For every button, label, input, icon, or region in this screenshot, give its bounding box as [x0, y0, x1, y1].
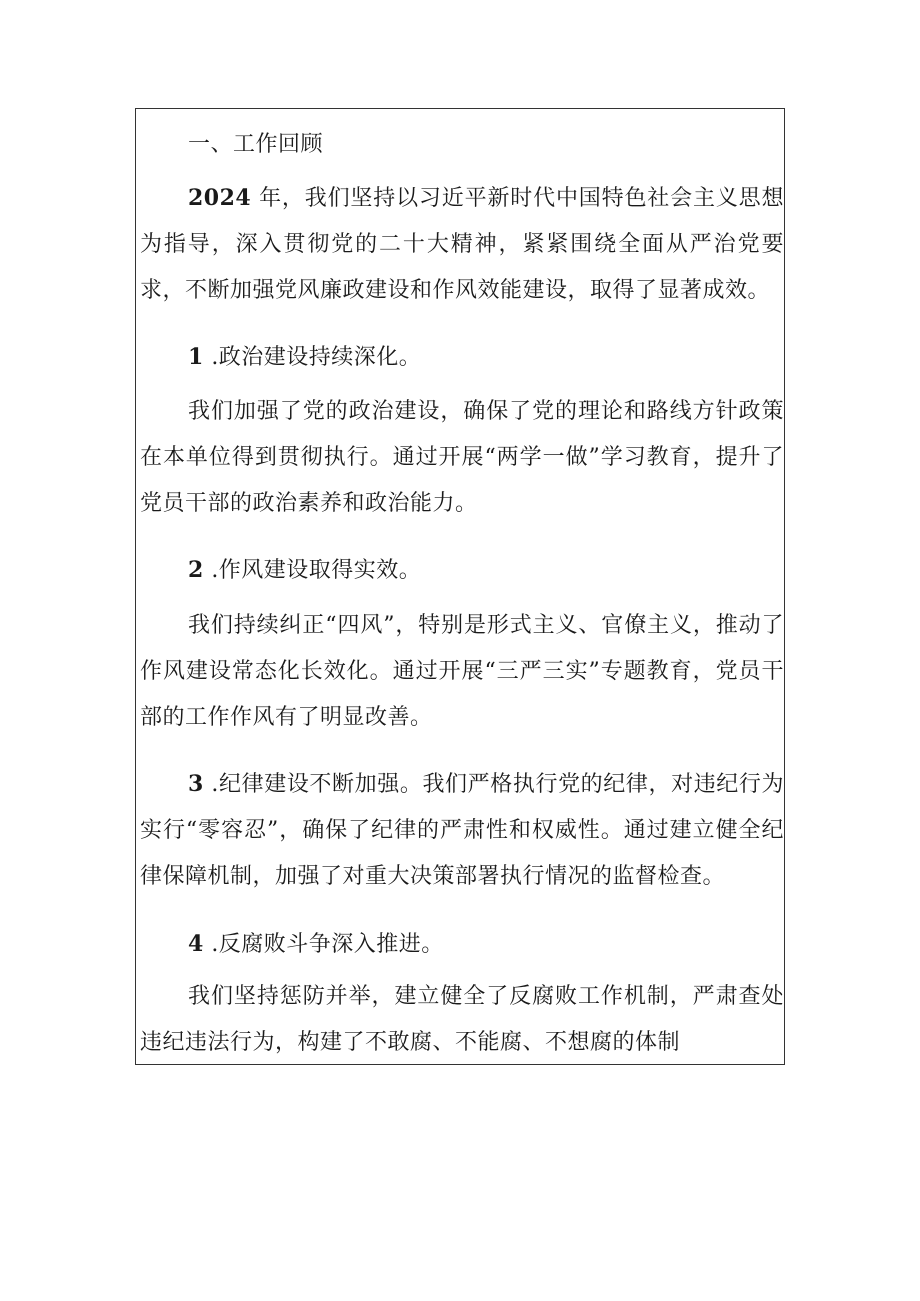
section-1-number: 1: [188, 344, 204, 370]
section-4-title-text: .反腐败斗争深入推进。: [211, 932, 444, 957]
section-4-number: 4: [188, 931, 204, 957]
section-1-body: [140, 389, 784, 527]
section-3-paragraph: [140, 761, 784, 900]
section-2-body-text: 我们持续纠正“四风”，特别是形式主义、官僚主义，推动了作风建设常态化长效化。通过开展“三严三实”专题教育，党员干部的工作作风有了明显改善。: [140, 613, 784, 730]
section-4-title: [140, 921, 784, 968]
section-2-title: [140, 547, 784, 594]
section-4-body-text: 我们坚持惩防并举，建立健全了反腐败工作机制，严肃查处违纪违法行为，构建了不敢腐、不能腐、不想腐的体制: [140, 984, 784, 1055]
section-1-body-text: 我们加强了党的政治建设，确保了党的理论和路线方针政策在本单位得到贯彻执行。通过开展“两学一做”学习教育，提升了党员干部的政治素养和政治能力。: [140, 399, 784, 516]
section-1-title-text: .政治建设持续深化。: [211, 345, 422, 370]
section-1-title: [140, 334, 784, 381]
section-2-body: [140, 603, 784, 741]
section-2-title-text: .作风建设取得实效。: [211, 558, 422, 583]
section-3-number: 3: [188, 771, 204, 797]
heading-text: 一、工作回顾: [188, 132, 324, 157]
section-2-number: 2: [188, 557, 204, 583]
intro-text: 年，我们坚持以习近平新时代中国特色社会主义思想为指导，深入贯彻党的二十大精神，紧紧围绕全面从严治党要求，不断加强党风廉政建设和作风效能建设，取得了显著成效。: [140, 186, 784, 303]
intro-year: 2024: [188, 185, 252, 211]
document-frame: [135, 108, 785, 1065]
intro-paragraph: [140, 175, 784, 314]
section-heading: [140, 122, 784, 168]
section-4-body: [140, 974, 784, 1066]
section-3-text: .纪律建设不断加强。我们严格执行党的纪律，对违纪行为实行“零容忍”，确保了纪律的严肃性和权威性。通过建立健全纪律保障机制，加强了对重大决策部署执行情况的监督检查。: [140, 772, 785, 889]
